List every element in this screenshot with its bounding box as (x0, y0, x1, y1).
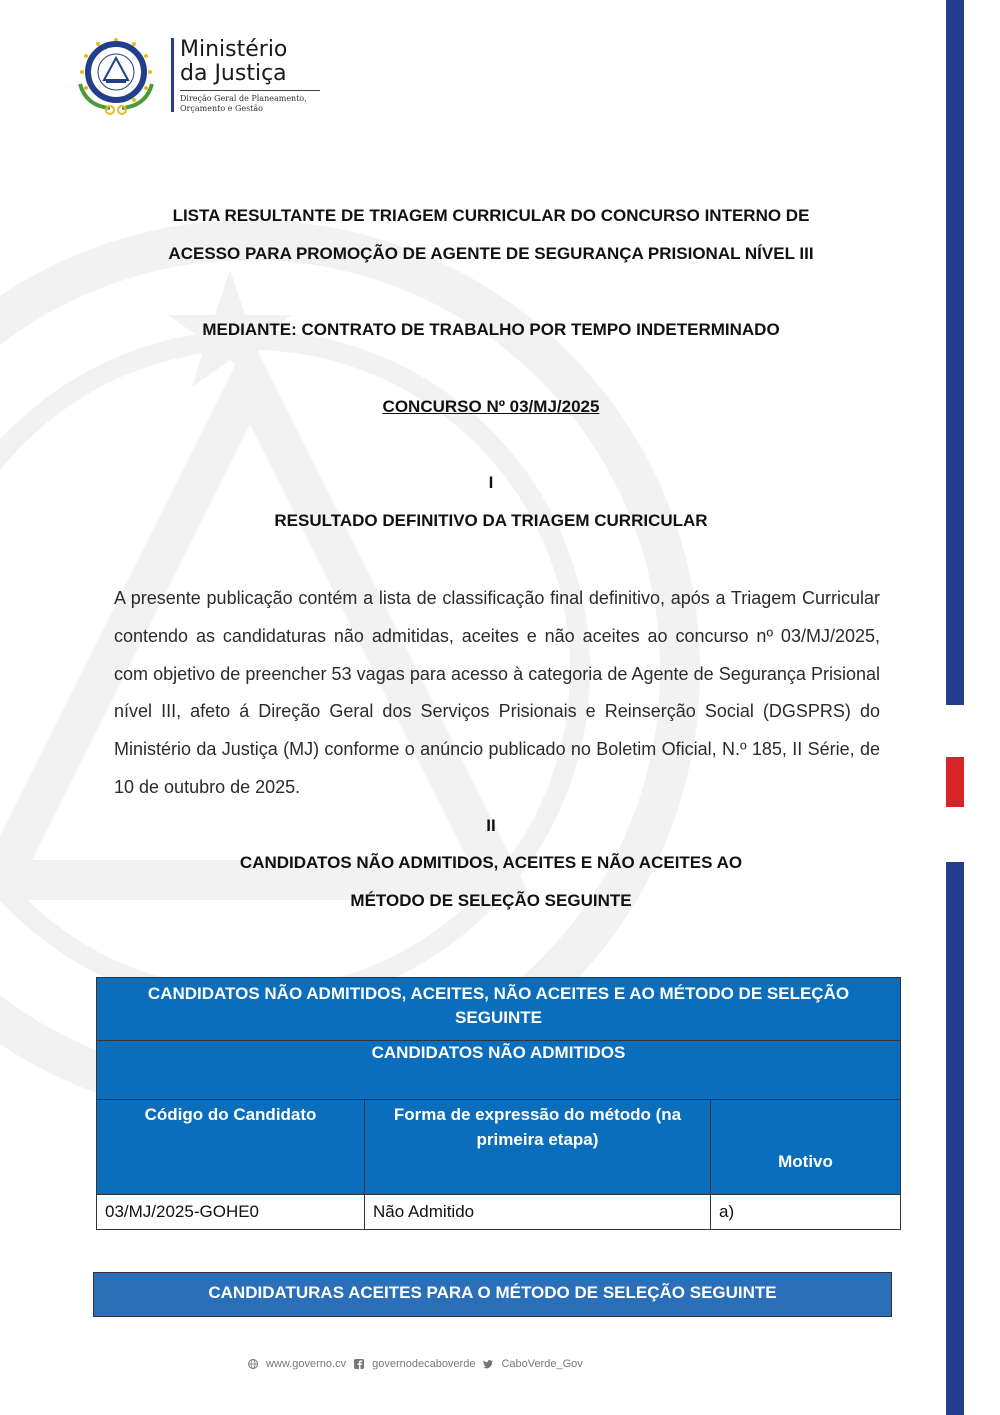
accepted-candidates-bar: CANDIDATURAS ACEITES PARA O MÉTODO DE SELEÇÃO SEGUINTE (93, 1272, 892, 1317)
concurso-number: CONCURSO Nº 03/MJ/2025 (382, 397, 600, 416)
table-row (97, 1195, 901, 1230)
candidates-table (96, 977, 901, 1230)
logo-divider (171, 38, 174, 112)
footer-facebook-link[interactable]: governodecaboverde (372, 1358, 476, 1370)
logo-title (180, 38, 287, 86)
side-stripe-blue-bottom (946, 862, 964, 1415)
footer-twitter-link[interactable]: CaboVerde_Gov (501, 1358, 583, 1370)
logo-line1: Ministério (180, 37, 288, 62)
section2-heading-line1: CANDIDATOS NÃO ADMITIDOS, ACEITES E NÃO ACEITES AO (239, 853, 743, 872)
section1-heading: RESULTADO DEFINITIVO DA TRIAGEM CURRICULAR (274, 511, 708, 530)
column-header-method: Forma de expressão do método (na primeira etapa) (365, 1100, 711, 1195)
logo-line2: da Justiça (180, 61, 287, 86)
column-header-code: Código do Candidato (97, 1100, 365, 1195)
footer-web-link[interactable]: www.governo.cv (266, 1358, 347, 1370)
section2-roman: II (486, 816, 496, 835)
side-stripe-blue-top (946, 0, 964, 705)
logo-sub-line1: Direção Geral de Planeamento, (180, 94, 307, 103)
title-line2: ACESSO PARA PROMOÇÃO DE AGENTE DE SEGURANÇA PRISIONAL NÍVEL III (168, 244, 814, 263)
ministry-logo (66, 34, 326, 118)
table-title: CANDIDATOS NÃO ADMITIDOS, ACEITES, NÃO ACEITES E AO MÉTODO DE SELEÇÃO SEGUINTE (97, 978, 901, 1041)
column-header-motivo: Motivo (711, 1100, 901, 1195)
side-stripe-red (946, 757, 964, 807)
logo-sub-line2: Orçamento e Gestão (180, 104, 263, 113)
cell-method: Não Admitido (365, 1195, 711, 1230)
coat-of-arms-seal (66, 34, 166, 116)
section1-paragraph: A presente publicação contém a lista de classificação final definitivo, após a Triagem Curricular contendo as candidaturas não admitidas, aceites e não aceites ao concurso nº 03/MJ/2025, com objetivo de preencher 53 vagas para acesso à categoria de Agente de Segurança Prisional nível III, afeto á Direção Geral dos Serviços Prisionais e Reinserção Social (DGSPRS) do Ministério da Justiça (MJ) conforme o anúncio publicado no Boletim Oficial, N.º 185, II Série, de 10 de outubro de 2025. (114, 588, 880, 797)
concurso-wrap (100, 397, 882, 417)
title-line1: LISTA RESULTANTE DE TRIAGEM CURRICULAR DO CONCURSO INTERNO DE (172, 206, 810, 225)
cell-code: 03/MJ/2025-GOHE0 (97, 1195, 365, 1230)
cell-motivo: a) (711, 1195, 901, 1230)
facebook-icon (354, 1359, 364, 1369)
section2-heading-line2: MÉTODO DE SELEÇÃO SEGUINTE (350, 891, 632, 910)
logo-rule (180, 90, 320, 91)
table-subtitle: CANDIDATOS NÃO ADMITIDOS (97, 1041, 901, 1100)
logo-subtitle (180, 94, 307, 114)
footer (248, 1358, 583, 1370)
globe-icon (248, 1359, 258, 1369)
twitter-icon (483, 1359, 493, 1369)
section1-roman: I (488, 473, 494, 492)
mediante-line: MEDIANTE: CONTRATO DE TRABALHO POR TEMPO INDETERMINADO (202, 320, 780, 339)
